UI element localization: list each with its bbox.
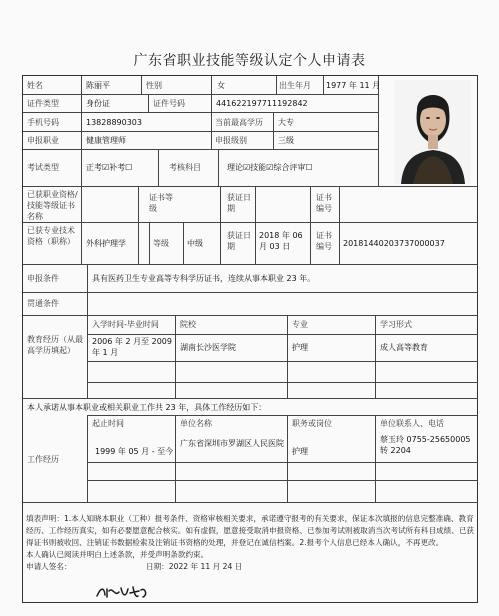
name-label: 姓名 [27,81,43,90]
education-level-label: 当前最高学历 [215,118,263,127]
signature-label: 申请人签名： [26,562,72,571]
work-header-position: 职务或岗位 [292,419,332,428]
name-value: 陈丽平 [86,81,110,90]
edu-row-period: 2006 年 2 月至 2009 年 1 月 [92,337,172,357]
apply-condition-value: 具有医药卫生专业高等专科学历证书，连续从事本职业 23 年。 [92,274,316,283]
cert-level-label: 证书等级 [149,193,173,213]
edu-header-major: 专业 [292,320,308,329]
through-condition-label: 贯通条件 [27,299,59,308]
birth-value: 1977 年 11 月 [326,81,381,90]
occupation-label: 申报职业 [27,136,59,145]
edu-header-school: 院校 [180,320,196,329]
education-history-label: 教育经历（从最高学历填起） [27,335,83,355]
work-header-period: 起止时间 [92,419,124,428]
title-issue-date-value: 2018 年 06 月 03 日 [259,231,303,251]
applicant-photo [395,80,471,184]
apply-level-label: 申报级别 [215,136,247,145]
professional-title-value: 外科护理学 [86,239,126,248]
portrait-image [395,80,471,184]
issue-date-label: 获证日期 [227,193,251,213]
work-header-contact: 单位联系人、电话 [380,419,444,428]
work-statement: 本人承诺从事本职业或相关职业工作共 23 年，具体工作经历如下： [27,403,267,412]
edu-row-major: 护理 [292,343,308,352]
work-row-period: 1999 年 05 月 - 至今 [95,447,174,456]
gender-label: 性别 [146,81,162,90]
work-row-employer: 广东省深圳市罗湖区人民医院 [180,439,284,448]
edu-header-period: 入学时间-毕业时间 [92,320,159,329]
title-cert-number-label: 证书编号 [316,231,332,251]
gender-value: 女 [217,81,225,90]
work-history-label: 工作经历 [27,455,59,464]
apply-level-value: 三级 [278,136,294,145]
edu-row-school: 湖南长沙医学院 [180,343,236,352]
handwritten-signature [95,585,151,599]
education-level-value: 大专 [278,118,294,127]
exam-type-label: 考试类型 [27,163,59,172]
phone-value: 13828890303 [86,118,142,127]
exam-type-options: 正考☑补考☐ [86,163,133,172]
confirmation-text: 本人确认已阅读并明白上述条款，并受声明条款约束。 [26,550,209,559]
professional-title-label: 已获专业技术资格（职称） [27,226,75,246]
id-type-label: 证件类型 [27,99,59,108]
occupation-value: 健康管理师 [86,136,126,145]
subject-options: 理论☑技能☑综合评审☐ [227,163,313,172]
declaration-notes [26,513,476,573]
date-text: 日期：2022 年 11 月 24 日 [146,562,243,571]
work-header-employer: 单位名称 [180,419,212,428]
title-level-label: 等级 [153,239,169,248]
id-type-value: 身份证 [86,99,110,108]
title-issue-date-label: 获证日期 [227,231,251,251]
work-row-contact: 蔡玉玲 0755-25650005 转 2204 [380,435,471,455]
form-title: 广东省职业技能等级认定个人申请表 [133,53,366,69]
subject-label: 考核科目 [169,163,201,172]
phone-label: 手机号码 [27,118,59,127]
birth-label: 出生年月 [279,81,311,90]
apply-condition-label: 申报条件 [27,274,59,283]
work-row-position: 护理 [292,447,308,456]
edu-row-mode: 成人高等教育 [380,343,428,352]
application-form [22,75,478,603]
id-number-label: 证件号码 [153,99,185,108]
id-number-value: 441622197711192842 [216,99,308,108]
edu-header-mode: 学习形式 [380,320,412,329]
qualification-cert-label: 已获职业资格/技能等级证书名称 [27,190,78,221]
cert-number-label: 证书编号 [316,193,332,213]
declaration-text: 填表声明：1.本人知晓本职业（工种）报考条件、资格审核相关要求，承诺遵守报考的有关要求，保证本次填报的信息完整准确、教育经历、工作经历真实，如有必要愿意配合核实。如有虚假，愿意接受取消申报资格、已参加考试则被取消当次考试所有科目成绩、已获得证书则被收回、注销证书数据检索及注销证书资格的处理，并登记在诚信档案。2.报考个人信息已经本人确认，不再更改。 [26,514,475,547]
title-cert-number-value: 20181440203737000037 [343,239,445,248]
title-level-value: 中级 [187,239,203,248]
